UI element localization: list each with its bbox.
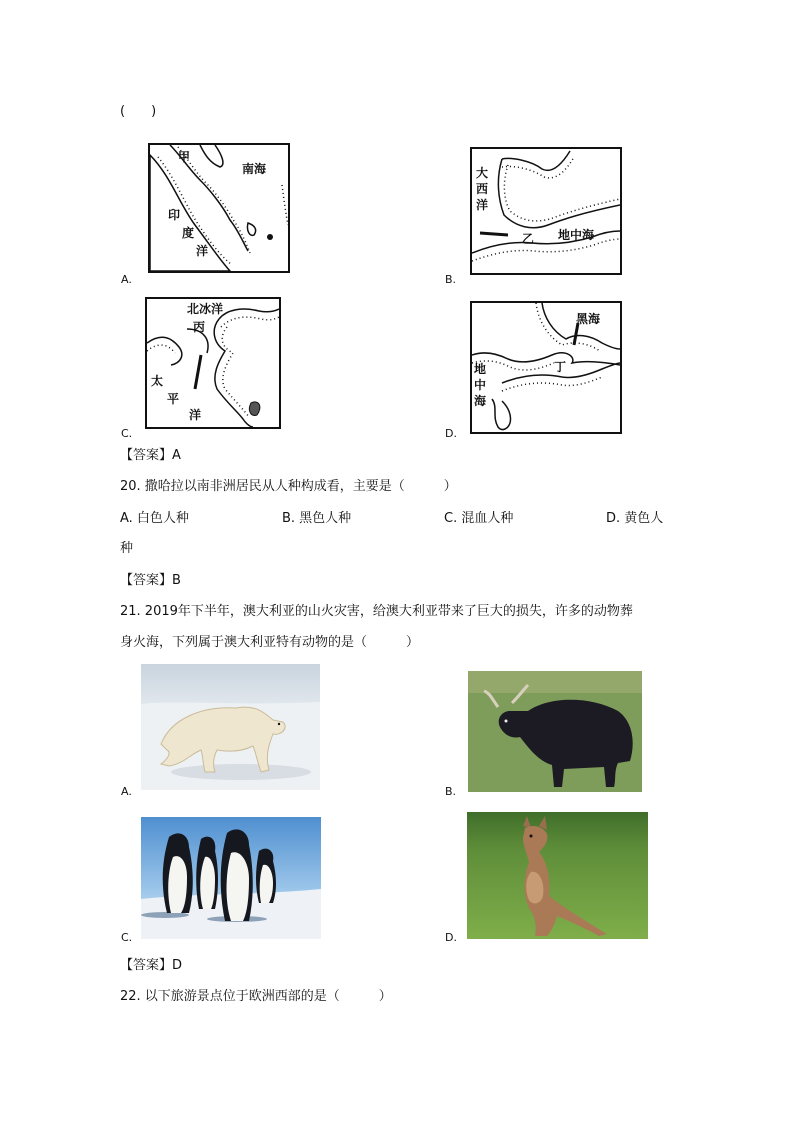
map-b — [470, 147, 622, 275]
map-b-label-da: 大 — [476, 166, 489, 180]
map-b-label-yang: 洋 — [476, 198, 489, 212]
map-c-label-bing: 丙 — [193, 320, 206, 334]
q21-option-c: C. — [121, 931, 133, 944]
q20-option-d: D. 黄色人 — [606, 511, 664, 526]
map-d — [470, 301, 622, 434]
map-c-svg — [147, 299, 279, 427]
q20-option-b: B. 黑色人种 — [282, 511, 352, 526]
map-d-label-di: 地 — [474, 362, 487, 376]
penguins-image — [141, 817, 321, 939]
polar-bear-photo — [141, 664, 320, 790]
q21-question-line2: 身火海，下列属于澳大利亚特有动物的是（ ） — [120, 635, 420, 650]
map-d-label-zhong: 中 — [474, 378, 487, 392]
map-b-label-yi: 乙 — [522, 232, 535, 246]
penguins-photo — [141, 817, 321, 939]
q21-option-d: D. — [445, 931, 457, 944]
map-d-label-ding: 丁 — [554, 360, 567, 374]
map-c-label-tai: 太 — [151, 374, 164, 388]
map-d-label-heihai: 黑海 — [576, 312, 601, 326]
q19-option-c: C. — [121, 427, 133, 440]
map-a-label-yang: 洋 — [196, 244, 209, 258]
map-c-label-ping: 平 — [167, 392, 180, 406]
map-a-label-yin: 印 — [168, 208, 181, 222]
q19-bracket: ( ) — [120, 104, 157, 119]
map-a — [148, 143, 290, 273]
q19-option-d: D. — [445, 427, 457, 440]
q20-option-c: C. 混血人种 — [444, 511, 514, 526]
q21-answer: 【答案】D — [120, 958, 183, 973]
map-a-label-du: 度 — [182, 226, 195, 240]
q22-question: 22. 以下旅游景点位于欧洲西部的是（ ） — [120, 989, 392, 1004]
kangaroo-photo — [467, 812, 648, 939]
q20-question: 20. 撒哈拉以南非洲居民从人种构成看，主要是（ ） — [120, 479, 457, 494]
q20-option-a: A. 白色人种 — [120, 511, 189, 526]
yak-photo — [468, 671, 642, 792]
q19-answer: 【答案】A — [120, 448, 181, 463]
q21-option-a: A. — [121, 785, 132, 798]
map-c-label-yang: 洋 — [189, 408, 202, 422]
map-b-svg — [472, 149, 620, 273]
polar-bear-image — [141, 664, 320, 790]
kangaroo-image — [467, 812, 648, 939]
q19-option-b: B. — [445, 273, 457, 286]
map-d-svg — [472, 303, 620, 432]
q20-answer: 【答案】B — [120, 573, 181, 588]
map-c-label-beibingyang: 北冰洋 — [187, 302, 224, 316]
q21-option-b: B. — [445, 785, 457, 798]
yak-image — [468, 671, 642, 792]
map-a-label-jia: 甲 — [178, 150, 191, 164]
q20-option-d-wrap: 种 — [120, 541, 134, 556]
map-b-label-xi: 西 — [476, 182, 489, 196]
map-d-label-hai: 海 — [474, 394, 487, 408]
q19-option-a: A. — [121, 273, 132, 286]
map-c — [145, 297, 281, 429]
map-a-svg — [150, 145, 288, 271]
q21-question-line1: 21. 2019年下半年，澳大利亚的山火灾害，给澳大利亚带来了巨大的损失，许多的动物葬 — [120, 604, 633, 619]
map-a-label-nanhai: 南海 — [242, 162, 267, 176]
map-b-label-dizhonghai: 地中海 — [558, 228, 595, 242]
